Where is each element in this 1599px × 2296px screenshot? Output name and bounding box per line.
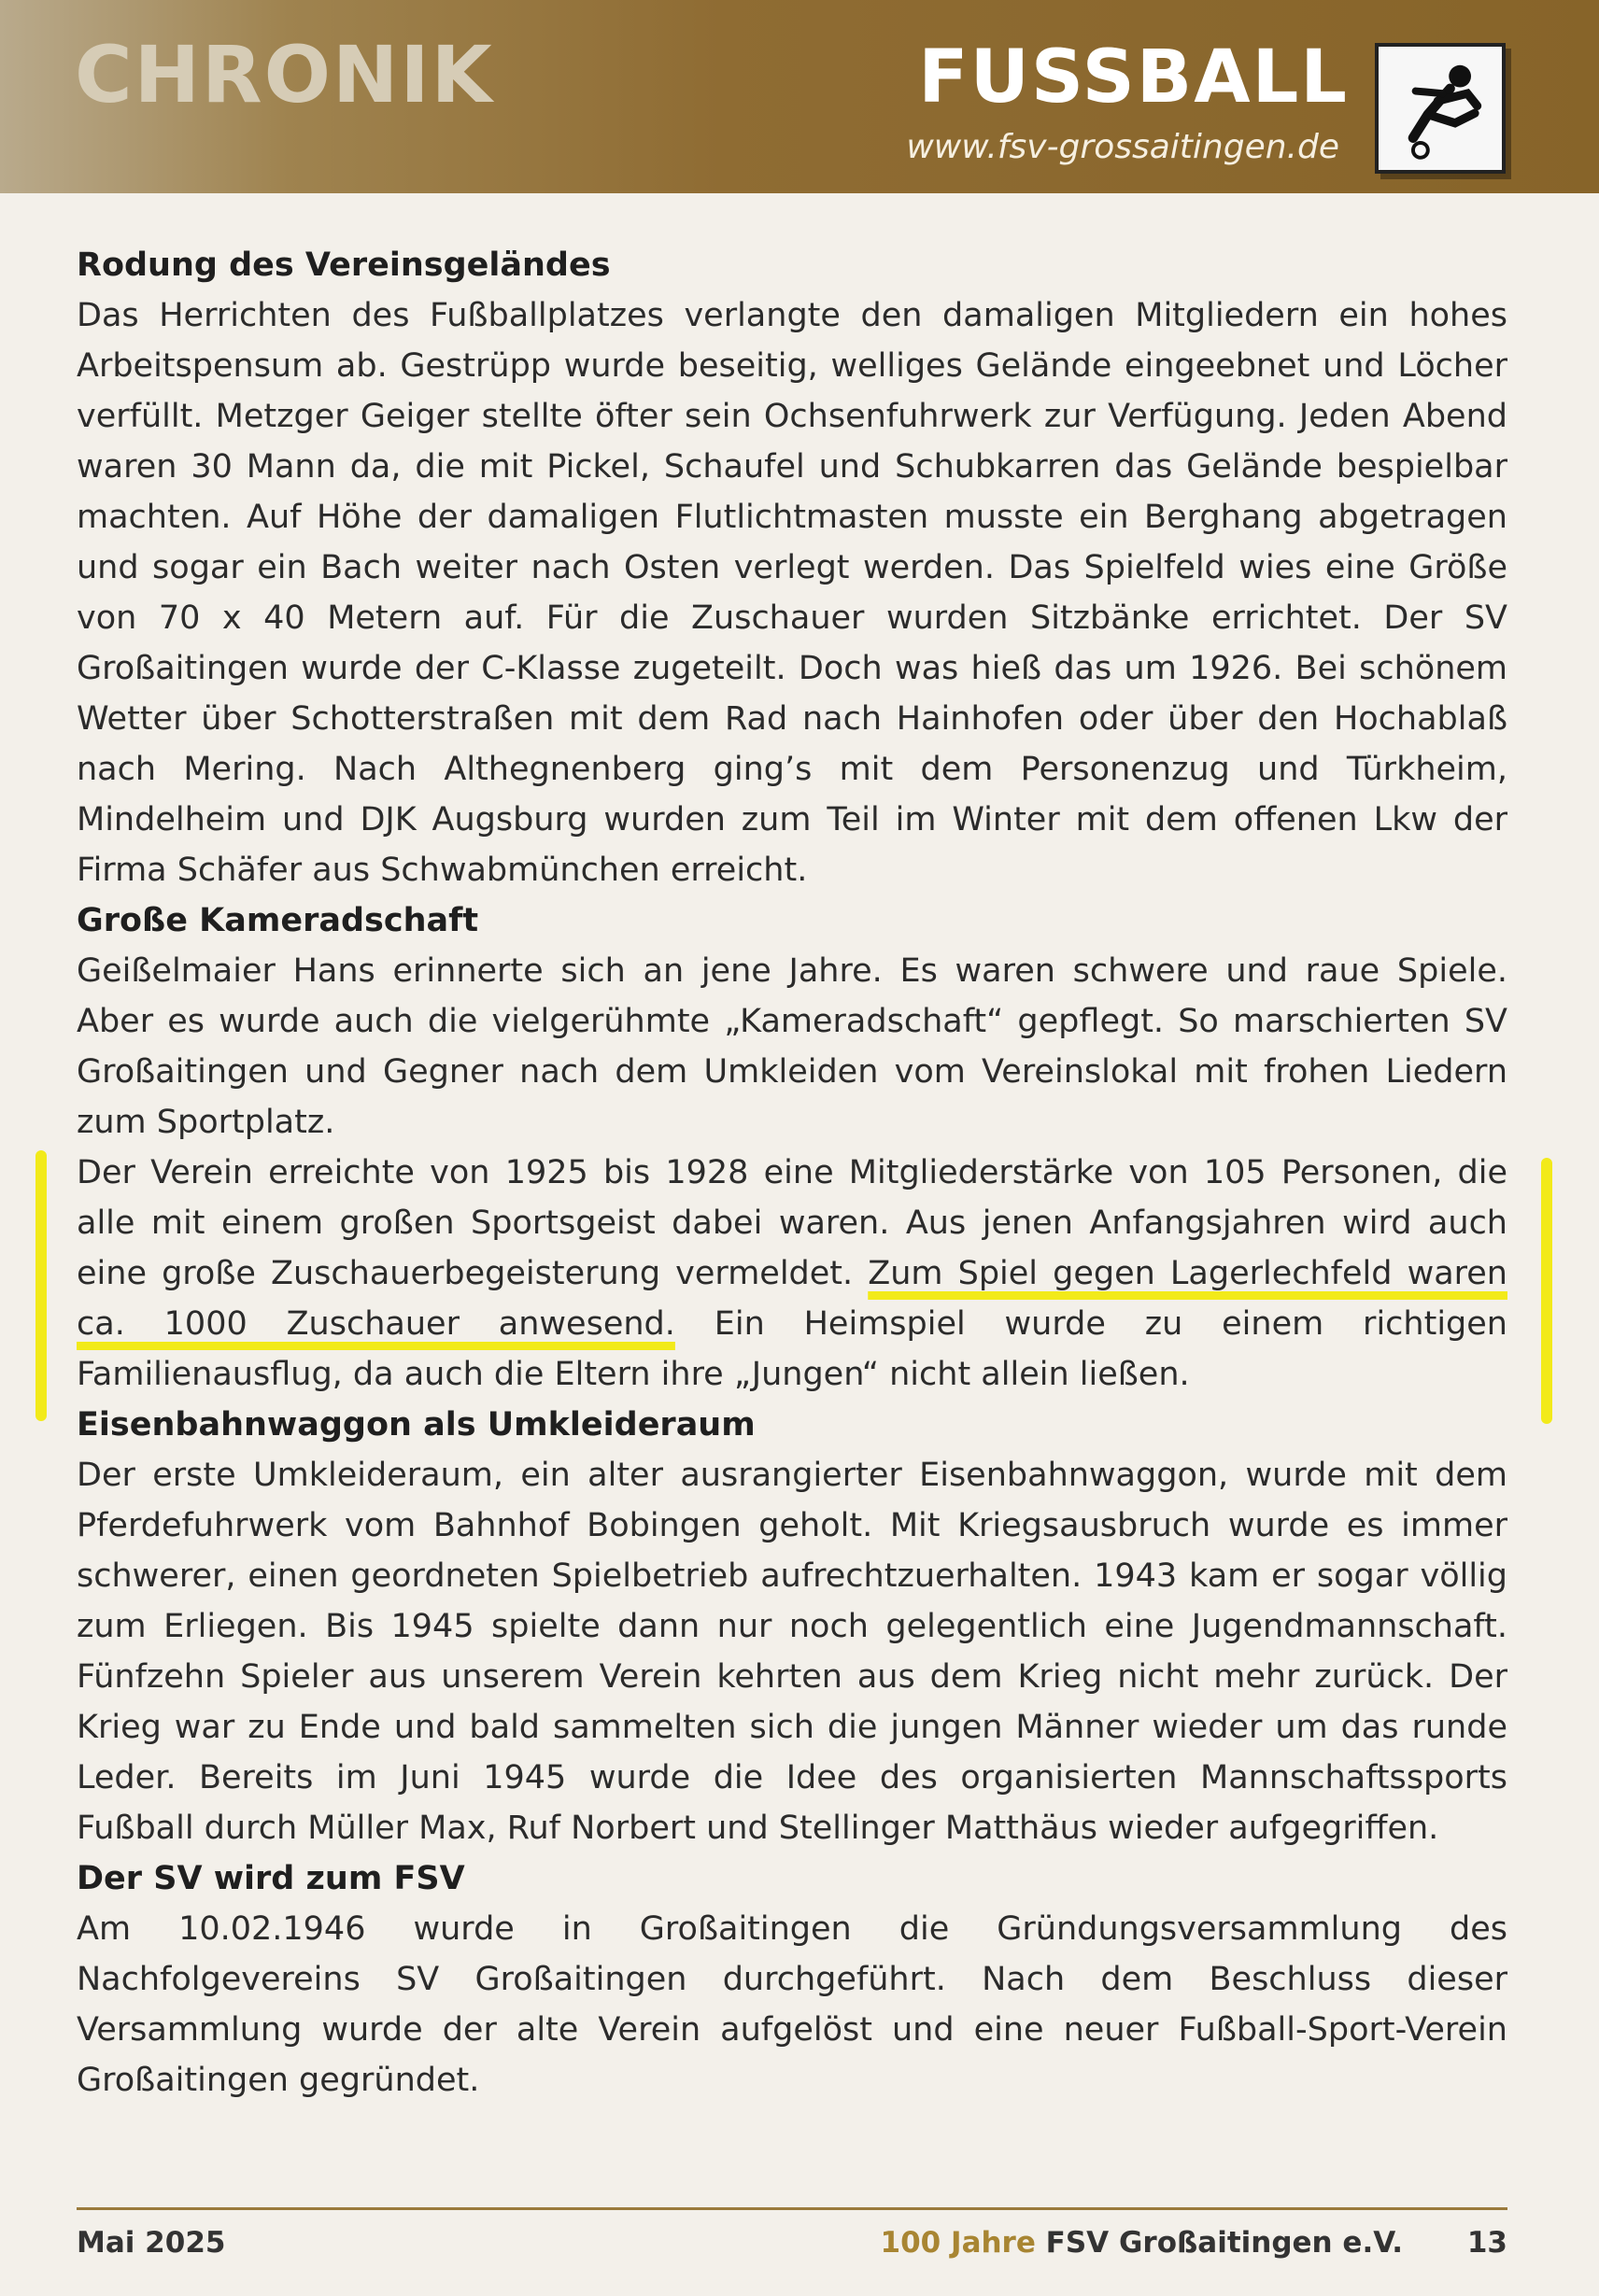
section-heading: Große Kameradschaft bbox=[77, 902, 479, 939]
paragraph: Am 10.02.1946 wurde in Großaitingen die Gründungsversammlung des Nachfolgevereins SV Großaitingen durchgeführt. Nach dem Beschluss dieser Versammlung wurde der alte Verein aufgelöst und eine neuer Fußball-Sport-Verein Großaitingen gegründet. bbox=[77, 1910, 1507, 2099]
highlighted-paragraph bbox=[77, 1148, 1507, 1400]
article-body bbox=[77, 240, 1507, 2106]
page-footer bbox=[77, 2224, 1507, 2261]
highlight-bar-right bbox=[1541, 1158, 1552, 1424]
section-heading: Eisenbahnwaggon als Umkleideraum bbox=[77, 1406, 756, 1444]
section-label: CHRONIK bbox=[75, 29, 494, 120]
paragraph-text: Der Verein erreichte von 1925 bis 1928 eine Mitgliederstärke von 105 Personen, die alle mit einem großen Sportsgeist dabei waren. Aus jenen Anfangsjahren wird auch eine große Zuschauerbegeisterung vermeldet. bbox=[77, 1154, 1507, 1292]
paragraph: Das Herrichten des Fußballplatzes verlangte den damaligen Mitgliedern ein hohes Arbeitspensum ab. Gestrüpp wurde beseitig, welliges Gelände eingeebnet und Löcher verfüllt. Metzger Geiger stellte öfter sein Ochsenfuhrwerk zur Verfügung. Jeden Abend waren 30 Mann da, die mit Pickel, Schaufel und Schubkarren das Gelände bespielbar machten. Auf Höhe der damaligen Flutlichtmasten musste ein Berghang abgetragen und sogar ein Bach weiter nach Osten verlegt werden. Das Spielfeld wies eine Größe von 70 x 40 Metern auf. Für die Zuschauer wurden Sitzbänke errichtet. Der SV Großaitingen wurde der C-Klasse zugeteilt. Doch was hieß das um 1926. Bei schönem Wetter über Schotterstraßen mit dem Rad nach Hainhofen oder über den Hochablaß nach Mering. Nach Althegnenberg ging’s mit dem Personenzug und Türkheim, Mindelheim und DJK Augsburg wurden zum Teil im Winter mit dem offenen Lkw der Firma Schäfer aus Schwabmünchen erreicht. bbox=[77, 297, 1507, 889]
paragraph: Der erste Umkleideraum, ein alter ausrangierter Eisenbahnwaggon, wurde mit dem Pferdefuhrwerk vom Bahnhof Bobingen geholt. Mit Kriegsausbruch wurde es immer schwerer, einen geordneten Spielbetrieb aufrechtzuerhalten. 1943 kam er sogar völlig zum Erliegen. Bis 1945 spielte dann nur noch gelegentlich eine Jugendmannschaft. Fünfzehn Spieler aus unserem Verein kehrten aus dem Krieg nicht mehr zurück. Der Krieg war zu Ende und bald sammelten sich die jungen Männer wieder um das runde Leder. Bereits im Juni 1945 wurde die Idee des organisierten Mannschaftssports Fußball durch Müller Max, Ruf Norbert und Stellinger Matthäus wieder aufgegriffen. bbox=[77, 1457, 1507, 1847]
topic-title: FUSSBALL bbox=[918, 35, 1349, 120]
paragraph-text: Ein Heimspiel wurde zu einem richtigen Familienausflug, da auch die Eltern ihre „Jungen“ nicht allein ließen. bbox=[77, 1305, 1507, 1393]
football-player-icon bbox=[1375, 43, 1506, 174]
section-heading: Rodung des Vereinsgeländes bbox=[77, 247, 611, 284]
anniversary-label: 100 Jahre bbox=[880, 2226, 1036, 2260]
website-url: www.fsv-grossaitingen.de bbox=[906, 128, 1339, 166]
page-header bbox=[0, 0, 1599, 193]
issue-date: Mai 2025 bbox=[77, 2226, 226, 2260]
club-anniversary bbox=[881, 2224, 1403, 2261]
page-number: 13 bbox=[1466, 2226, 1507, 2260]
highlight-bar-left bbox=[35, 1150, 47, 1421]
paragraph: Geißelmaier Hans erinnerte sich an jene Jahre. Es waren schwere und raue Spiele. Aber es wurde auch die vielgerühmte „Kameradschaft“ gepflegt. So marschierten SV Großaitingen und Gegner nach dem Umkleiden vom Vereinslokal mit frohen Liedern zum Sportplatz. bbox=[77, 952, 1507, 1141]
footer-divider bbox=[77, 2207, 1507, 2210]
highlighted-text: Zum Spiel gegen Lagerlechfeld waren ca. 1000 Zuschauer anwesend. bbox=[77, 1255, 1507, 1343]
club-name: FSV Großaitingen e.V. bbox=[1045, 2226, 1403, 2260]
section-heading: Der SV wird zum FSV bbox=[77, 1860, 465, 1897]
